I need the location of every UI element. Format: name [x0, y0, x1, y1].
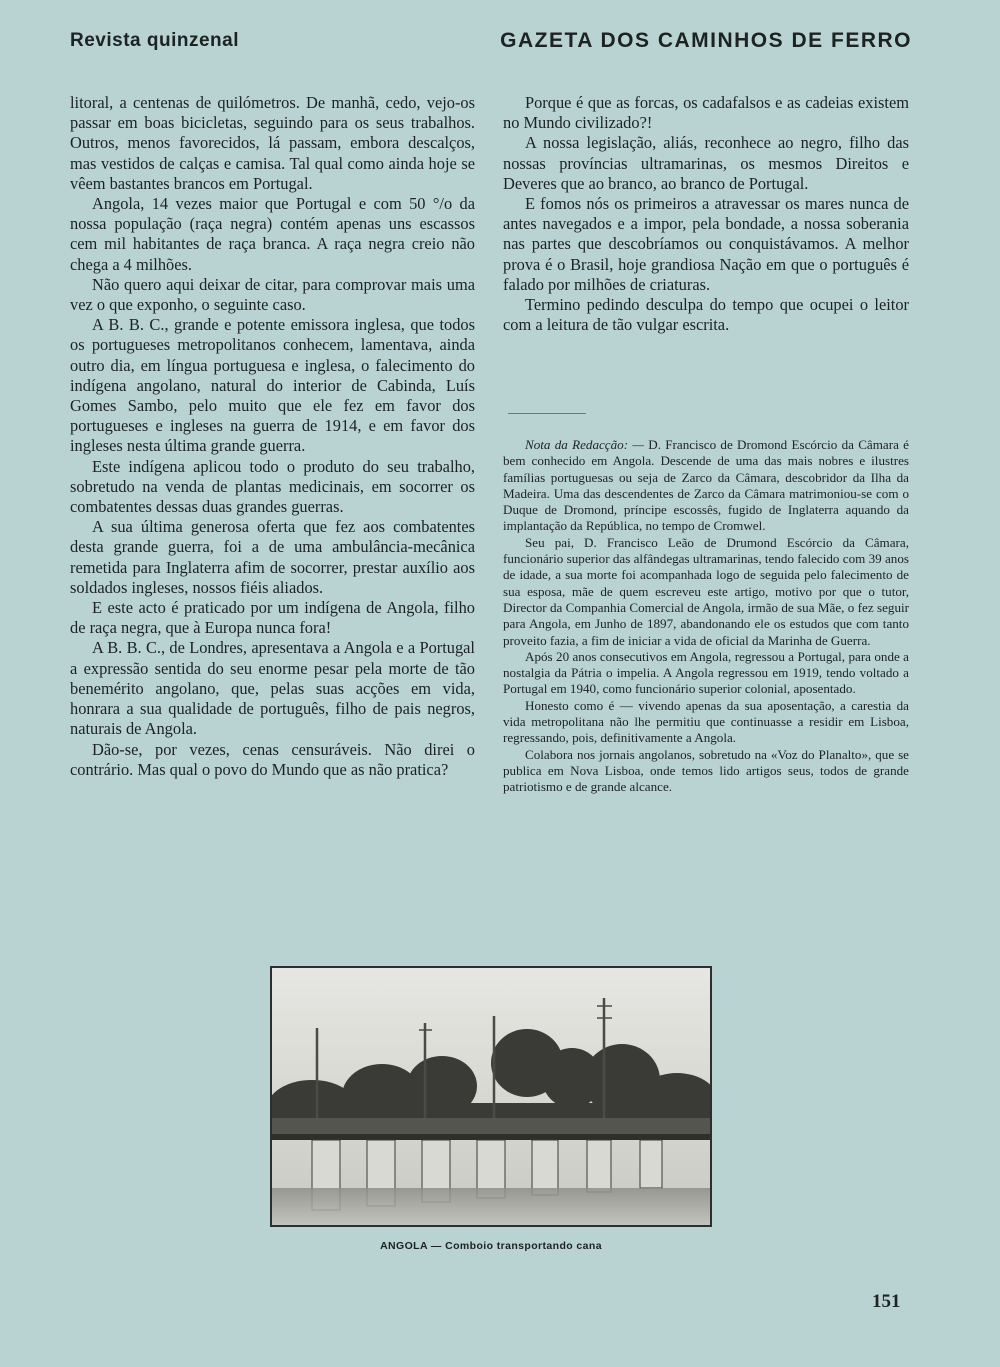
editor-note-paragraph: Após 20 anos consecutivos em Angola, regressou a Portugal, para onde a nostalgia da Pátria o impelia. A Angola regressou em 1919, tendo voltado a Portugal em 1940, como funcionário superior colonial, aposentado.	[503, 648, 909, 697]
editor-note-lead: Nota da Redacção: —	[525, 437, 644, 452]
paragraph: E fomos nós os primeiros a atravessar os mares nunca de antes navegados e a impor, pela bondade, a nossa soberania nas partes que descobríamos ou conquistávamos. A melhor prova é o Brasil, hoje grandiosa Nação em que o português é falado por milhões de criaturas.	[503, 194, 909, 294]
train-bridge-photo	[270, 966, 712, 1227]
editor-note-paragraph: Seu pai, D. Francisco Leão de Drumond Escórcio da Câmara, funcionário superior das alfândegas ultramarinas, tendo falecido com 39 anos de idade, a sua morte foi acompanhada logo de seguida pelo falecimento de sua esposa, mãe de quem escreveu este artigo, motivo por que o tutor, Director da Companhia Comercial de Angola, irmão de sua Mãe, o fez seguir para Angola, em Junho de 1897, abandonando ele os estudos que com tanto proveito fazia, a fim de iniciar a vida de oficial da Marinha de Guerra.	[503, 534, 909, 648]
editor-note	[503, 437, 909, 796]
paragraph: Termino pedindo desculpa do tempo que ocupei o leitor com a leitura de tão vulgar escrita.	[503, 295, 909, 335]
paragraph: E este acto é praticado por um indígena de Angola, filho de raça negra, que à Europa nunca fora!	[70, 598, 475, 638]
paragraph: Este indígena aplicou todo o produto do seu trabalho, sobretudo na venda de plantas medicinais, em socorrer os combatentes dessas duas grandes guerras.	[70, 456, 475, 517]
separator-rule	[508, 413, 586, 414]
paragraph: Dão-se, por vezes, cenas censuráveis. Não direi o contrário. Mas qual o povo do Mundo que as não pratica?	[70, 739, 475, 779]
paragraph: A nossa legislação, aliás, reconhece ao negro, filho das nossas províncias ultramarinas, os mesmos Direitos e Deveres que ao branco, ao branco de Portugal.	[503, 133, 909, 193]
header-left: Revista quinzenal	[70, 30, 239, 51]
paragraph: litoral, a centenas de quilómetros. De manhã, cedo, vejo-os passar em boas bicicletas, seguindo para os seus trabalhos. Outros, menos favorecidos, lá passam, embora descalços, mas vestidos de calças e camisa. Tal qual como ainda hoje se vêem bastantes brancos em Portugal.	[70, 93, 475, 193]
editor-note-text: D. Francisco de Dromond Escórcio da Câmara é bem conhecido em Angola. Descende de uma das mais nobres e ilustres famílias portuguesas ou seja de Zarco da Câmara, descobridor da Ilha da Madeira. Uma das descendentes de Zarco da Câmara matrimoniou-se com o Duque de Dromond, príncipe escossês, fugido de Inglaterra aquando da implantação da República, no tempo de Cromwel.	[503, 437, 909, 534]
photo-caption: ANGOLA — Comboio transportando cana	[380, 1240, 602, 1252]
paragraph: A B. B. C., de Londres, apresentava a Angola e a Portugal a expressão sentida do seu enorme pesar pela morte de tão benemérito angolano, que, pelas suas acções em vida, honrara a sua qualidade de português, filho de pais negros, naturais de Angola.	[70, 638, 475, 739]
paragraph: A sua última generosa oferta que fez aos combatentes desta grande guerra, foi a de uma ambulância-mecânica remetida para Inglaterra afim de socorrer, prestar auxílio aos soldados ingleses, nossos fiéis aliados.	[70, 517, 475, 597]
right-column	[503, 93, 909, 335]
editor-note-first-paragraph	[503, 437, 909, 535]
paragraph: Angola, 14 vezes maior que Portugal e com 50 °/o da nossa população (raça negra) contém apenas uns escassos cem mil habitantes de raça branca. A raça negra creio não chega a 4 milhões.	[70, 194, 475, 274]
page-number: 151	[872, 1291, 901, 1312]
editor-note-paragraph: Colabora nos jornais angolanos, sobretudo na «Voz do Planalto», que se publica em Nova Lisboa, onde temos lido artigos seus, todos de grande patriotismo e de grande alcance.	[503, 746, 909, 795]
paragraph: Porque é que as forcas, os cadafalsos e as cadeias existem no Mundo civilizado?!	[503, 93, 909, 133]
photo-illustration	[272, 968, 710, 1225]
editor-note-paragraph: Honesto como é — vivendo apenas da sua aposentação, a carestia da vida metropolitana não lhe permitiu que continuasse a residir em Lisboa, regressando, pois, definitivamente a Angola.	[503, 697, 909, 746]
left-column	[70, 93, 475, 780]
paragraph: A B. B. C., grande e potente emissora inglesa, que todos os portugueses metropolitanos conhecem, lamentava, ainda outro dia, em língua portuguesa e inglesa, o falecimento do indígena angolano, natural do interior de Cabinda, Luís Gomes Sambo, pelo muito que ele fez em favor dos portugueses e ingleses na guerra de 1914, e em favor dos ingleses nesta última grande guerra.	[70, 315, 475, 456]
header-right: GAZETA DOS CAMINHOS DE FERRO	[500, 29, 912, 52]
paragraph: Não quero aqui deixar de citar, para comprovar mais uma vez o que exponho, o seguinte caso.	[70, 274, 475, 315]
